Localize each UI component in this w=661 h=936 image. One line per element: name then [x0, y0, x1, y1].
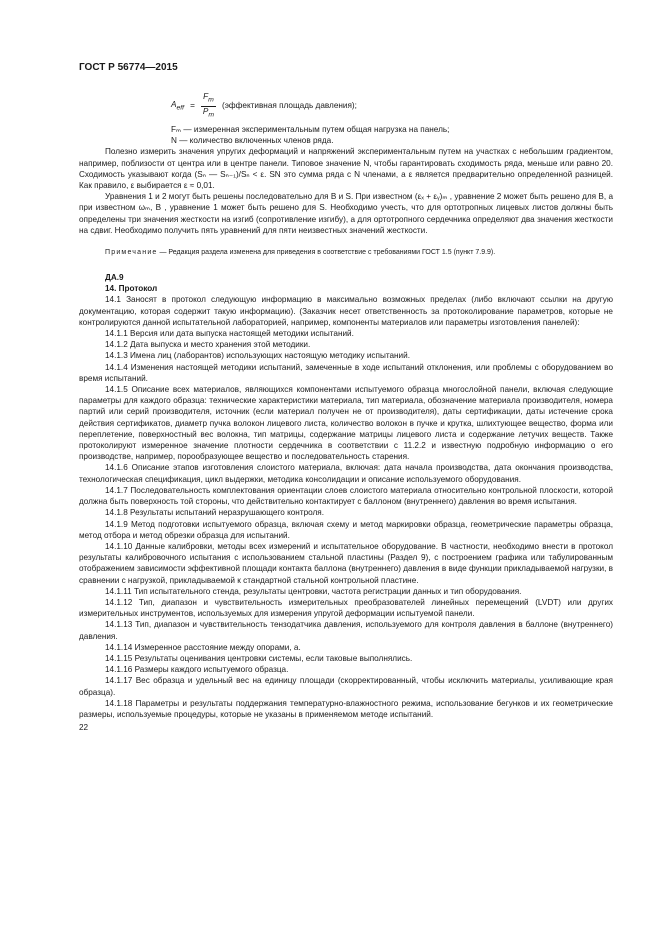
protocol-item: 14.1.14 Измеренное расстояние между опорами, a.	[105, 642, 301, 652]
numerator-symbol: F	[203, 91, 209, 101]
formula-lhs-subscript: eff	[176, 104, 185, 112]
protocol-item: 14.1.13 Тип, диапазон и чувствительность тензодатчика давления, используемого для контроля давления в баллоне (внутреннего) давления.	[79, 620, 613, 641]
formula-denominator	[201, 107, 216, 121]
section-title: 14. Протокол	[105, 284, 158, 294]
note	[79, 248, 613, 258]
protocol-item: 14.1.5 Описание всех материалов, являющихся компонентами испытуемого образца многослойной панели, включая следующие параметры для каждого образца: технические характеристики материала, тип материала, обозначение материала производителя, номера партий или серий производителя, источник (если материал получен не от производителя), даты сертификации, даты истечение срока действия сертификатов, диаметр пучка волокон лицевого листа, количество волокон в пучке и крутка, шлихтующее вещество, форма или переплетение, поверхностный вес волокна, тип матрицы, содержание матрицы лицевого листа и содержание летучих веществ. Также протоколируют измеренное значение плотности сердечника в соответствии с 11.2.2 и известную подробную информацию о его производстве, например, порообразующее вещество и последовательность старения.	[79, 385, 613, 462]
annex-number: ДА.9	[105, 273, 124, 283]
document-header: ГОСТ Р 56774—2015	[79, 62, 178, 73]
protocol-item: 14.1.17 Вес образца и удельный вес на единицу площади (скорректированный, чтобы исключить материалы, усиливающие края образца).	[79, 676, 613, 697]
where-line: N — количество включенных членов ряда.	[171, 136, 334, 146]
page-number: 22	[79, 723, 89, 733]
protocol-item: 14.1.8 Результаты испытаний неразрушающего контроля.	[105, 508, 324, 518]
formula-lhs	[171, 99, 184, 114]
formula-where	[171, 124, 613, 146]
numerator-subscript: m	[208, 96, 214, 104]
paragraph: Уравнения 1 и 2 могут быть решены последовательно для B и S. При известном (εₓ + εᵧ)ₘ , уравнение 2 может быть решено для B, а при известном ωₘ, B , уравнение 1 может быть решено для S. Необходимо учесть, что для ортотропных лицевых листов должны быть определены три значения жесткости на изгиб (сопротивление изгибу), а для ортотропного сердечника определяют два значения жесткости на сдвиг. Необходимо получить пять уравнений для пяти неизвестных значений жесткости.	[79, 192, 613, 235]
protocol-item: 14.1.7 Последовательность комплектования ориентации слоев слоистого материала относительно контрольной плоскости, которой должна быть поверхность той стороны, что действительно контактирует с баллоном (внутреннего) давления во время испытания.	[79, 485, 613, 507]
protocol-item: 14.1.6 Описание этапов изготовления слоистого материала, включая: дата начала производства, дата окончания производства, технологическая спецификация, цикл выдержки, методика консолидации и описание используемого оборудования.	[79, 463, 613, 484]
protocol-item: 14.1.3 Имена лиц (лаборантов) использующих настоящую методику испытаний.	[105, 351, 410, 361]
protocol-item: 14.1.11 Тип испытательного стенда, результаты центровки, частота регистрации данных и тип оборудования.	[105, 586, 522, 596]
formula-numerator	[201, 92, 216, 107]
protocol-item: 14.1.2 Дата выпуска и место хранения этой методики.	[105, 340, 311, 350]
protocol-item: 14.1.16 Размеры каждого испытуемого образца.	[105, 665, 289, 675]
denominator-symbol: P	[202, 106, 209, 116]
protocol-item: 14.1.12 Тип, диапазон и чувствительность измерительных преобразователей линейных перемещений (LVDT) или других измерительных инструментов, используемых для измерения упругой деформации испытуемой панели.	[79, 597, 613, 619]
where-line: Fₘ — измеренная экспериментальным путем общая нагрузка на панель;	[171, 125, 450, 134]
protocol-item: 14.1 Заносят в протокол следующую информацию в максимально возможных пределах (либо включают ссылки на другую документацию, которая содержит такую информацию). (Заказчик несет ответственность за протоколирование параметров, которые не контролируются данной испытательной лабораторией, например, компоненты материалов или параметры изготовления панелей):	[79, 295, 613, 327]
formula-caption: (эффективная площадь давления);	[222, 101, 357, 111]
paragraph: Полезно измерить значения упругих деформаций и напряжений экспериментальным путем на участках с небольшим градиентом, например, поблизости от центра или в центре панели. Типовое значение N, чтобы гарантировать сходимость ряда, меньше или равно 20. Сходимость указывают когда (Sₙ — Sₙ₋₁)/Sₙ < ε. SN это сумма ряда с N членами, а ε является предварительно определенной разницей. Как правило, ε выбирается ε ≈ 0,01.	[79, 147, 613, 191]
protocol-item: 14.1.15 Результаты оценивания центровки системы, если таковые выполнялись.	[105, 653, 413, 663]
protocol-item: 14.1.9 Метод подготовки испытуемого образца, включая схему и метод маркировки образца, геометрические параметры образца, метод отбора и метод обрезки образца для испытаний.	[79, 519, 613, 540]
protocol-item: 14.1.4 Изменения настоящей методики испытаний, замеченные в ходе испытаний отклонения, или проблемы с оборудованием во время испытаний.	[79, 362, 613, 383]
protocol-item: 14.1.1 Версия или дата выпуска настоящей методики испытаний.	[105, 329, 354, 339]
protocol-item: 14.1.10 Данные калибровки, методы всех измерений и испытательное оборудование. В частности, необходимо внести в протокол результаты калибровочного испытания с использованием стальной пластины (Раздел 9), с построением графика или табулированным отображением зависимости эффективной площади контакта баллона (внутреннего) давления в виде функции прикладываемой нагрузки, в сравнении с нагрузкой, прикладываемой к стандартной стальной контрольной пластине.	[79, 541, 613, 585]
formula-fraction	[201, 92, 216, 120]
formula	[171, 92, 613, 120]
note-text: — Редакция раздела изменена для приведения в соответствие с требованиями ГОСТ 1.5 (пункт 7.9.9).	[157, 249, 496, 257]
protocol-item: 14.1.18 Параметры и результаты поддержания температурно-влажностного режима, использование бегунков и их геометрические размеры, используемые процедуры, которые не указаны в применяемом методе испытаний.	[79, 698, 613, 719]
note-label: Примечание	[105, 249, 158, 257]
denominator-subscript: m	[208, 111, 215, 119]
formula-lhs-symbol: A	[171, 99, 177, 109]
protocol-items	[79, 294, 613, 720]
formula-equals: =	[190, 101, 195, 111]
